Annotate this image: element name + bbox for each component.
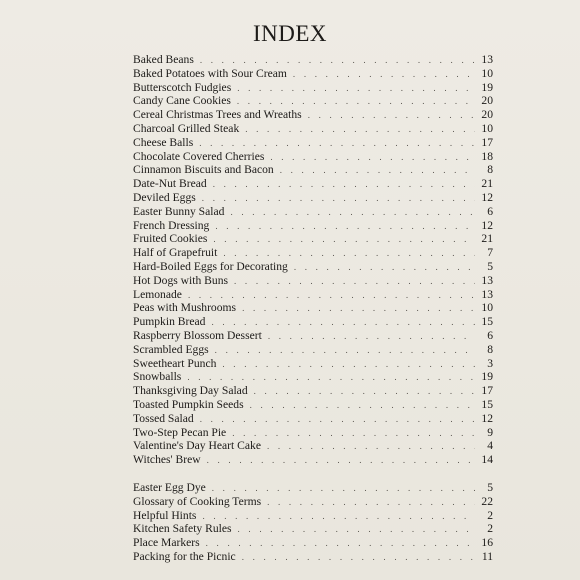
entry-name: Kitchen Safety Rules <box>133 522 232 536</box>
entry-page-number: 19 <box>481 80 493 94</box>
entry-page-number: 15 <box>481 315 493 329</box>
index-entry <box>133 177 493 191</box>
entry-page-number: 11 <box>481 549 493 563</box>
entry-page-number: 16 <box>481 536 493 550</box>
entry-page-number: 5 <box>487 481 493 494</box>
dot-leader <box>196 192 475 206</box>
entry-name: Deviled Eggs <box>133 190 196 204</box>
dot-leader <box>248 385 475 399</box>
index-entry <box>133 343 493 357</box>
entry-name: Cereal Christmas Trees and Wreaths <box>133 108 302 122</box>
dot-leader <box>194 413 475 427</box>
index-entry <box>133 246 493 260</box>
entry-name: Place Markers <box>133 536 200 550</box>
entry-page-number: 20 <box>481 108 493 122</box>
index-entry <box>133 495 493 509</box>
dot-leader <box>207 233 475 247</box>
dot-leader <box>244 399 475 413</box>
entry-page-number: 12 <box>481 190 493 204</box>
index-entry <box>133 108 493 122</box>
index-entry <box>133 370 493 384</box>
entry-name: Raspberry Blossom Dessert <box>133 328 262 342</box>
dot-leader <box>261 496 475 510</box>
index-entry <box>133 122 493 136</box>
dot-leader <box>216 358 475 372</box>
entry-name: Easter Bunny Salad <box>133 204 225 218</box>
dot-leader <box>236 302 475 316</box>
entry-name: Sweetheart Punch <box>133 356 217 370</box>
entry-name: Helpful Hints <box>133 508 197 522</box>
index-entry <box>133 94 493 108</box>
dot-leader <box>200 537 475 551</box>
entry-page-number: 17 <box>481 135 493 149</box>
entry-page-number: 4 <box>487 439 493 453</box>
entry-name: Peas with Mushrooms <box>133 301 237 315</box>
index-entry <box>133 398 493 412</box>
entry-name: Two-Step Pecan Pie <box>133 425 227 439</box>
entry-name: Valentine's Day Heart Cake <box>133 439 261 453</box>
entry-name: Witches' Brew <box>133 453 201 467</box>
entry-page-number: 12 <box>481 218 493 232</box>
dot-leader <box>287 68 475 82</box>
entry-page-number: 3 <box>487 356 493 370</box>
dot-leader <box>236 551 475 565</box>
entry-page-number: 9 <box>487 425 493 439</box>
entry-page-number: 17 <box>481 384 493 398</box>
entry-name: Snowballs <box>133 370 182 384</box>
index-entry <box>133 274 493 288</box>
index-entry <box>133 550 493 564</box>
index-entry <box>133 67 493 81</box>
dot-leader <box>182 289 475 303</box>
entry-name: Toasted Pumpkin Seeds <box>133 397 244 411</box>
entry-page-number: 13 <box>481 53 493 66</box>
entry-page-number: 2 <box>487 508 493 522</box>
entry-page-number: 21 <box>481 232 493 246</box>
dot-leader <box>181 371 475 385</box>
entry-name: Hot Dogs with Buns <box>133 273 229 287</box>
index-entry <box>133 509 493 523</box>
entry-page-number: 6 <box>487 204 493 218</box>
entry-page-number: 14 <box>481 453 493 467</box>
entry-page-number: 10 <box>481 301 493 315</box>
dot-leader <box>232 523 475 537</box>
dot-leader <box>224 206 475 220</box>
dot-leader <box>193 137 475 151</box>
entry-page-number: 18 <box>481 149 493 163</box>
index-entry <box>133 53 493 67</box>
entry-page-number: 19 <box>481 370 493 384</box>
dot-leader <box>288 261 475 275</box>
entry-page-number: 7 <box>487 246 493 260</box>
entry-page-number: 20 <box>481 94 493 108</box>
index-entry <box>133 260 493 274</box>
entry-page-number: 22 <box>481 494 493 508</box>
index-entry <box>133 205 493 219</box>
index-entry <box>133 81 493 95</box>
index-entry <box>133 522 493 536</box>
index-entry <box>133 301 493 315</box>
index-entry <box>133 536 493 550</box>
entry-page-number: 2 <box>487 522 493 536</box>
dot-leader <box>209 220 475 234</box>
extras-index-list <box>133 481 493 564</box>
entry-name: Scrambled Eggs <box>133 342 209 356</box>
dot-leader <box>209 344 475 358</box>
entry-name: Baked Potatoes with Sour Cream <box>133 66 287 80</box>
index-entry <box>133 191 493 205</box>
entry-name: Cheese Balls <box>133 135 194 149</box>
entry-name: Fruited Cookies <box>133 232 208 246</box>
entry-name: Candy Cane Cookies <box>133 94 231 108</box>
dot-leader <box>239 123 475 137</box>
index-entry <box>133 150 493 164</box>
index-entry <box>133 481 493 495</box>
entry-name: Half of Grapefruit <box>133 246 218 260</box>
entry-name: Thanksgiving Day Salad <box>133 384 248 398</box>
entry-name: Butterscotch Fudgies <box>133 80 232 94</box>
entry-page-number: 13 <box>481 273 493 287</box>
dot-leader <box>228 275 475 289</box>
index-entry <box>133 357 493 371</box>
entry-page-number: 10 <box>481 66 493 80</box>
dot-leader <box>194 54 475 68</box>
index-entry <box>133 315 493 329</box>
dot-leader <box>206 482 475 496</box>
entry-name: Chocolate Covered Cherries <box>133 149 265 163</box>
index-entry <box>133 136 493 150</box>
entry-name: Easter Egg Dye <box>133 481 206 494</box>
dot-leader <box>264 151 475 165</box>
entry-name: Baked Beans <box>133 53 194 66</box>
dot-leader <box>196 510 475 524</box>
index-entry <box>133 439 493 453</box>
entry-name: French Dressing <box>133 218 210 232</box>
dot-leader <box>201 454 475 468</box>
entry-name: Packing for the Picnic <box>133 549 236 563</box>
entry-name: Pumpkin Bread <box>133 315 206 329</box>
dot-leader <box>217 247 475 261</box>
entry-page-number: 21 <box>481 177 493 191</box>
page-title: INDEX <box>252 21 328 46</box>
entry-page-number: 12 <box>481 411 493 425</box>
dot-leader <box>261 440 475 454</box>
dot-leader <box>205 316 475 330</box>
entry-page-number: 5 <box>487 259 493 273</box>
index-entry <box>133 163 493 177</box>
index-entry <box>133 219 493 233</box>
index-entry <box>133 412 493 426</box>
entry-name: Tossed Salad <box>133 411 194 425</box>
index-entry <box>133 329 493 343</box>
recipe-index-list <box>133 53 493 467</box>
entry-name: Lemonade <box>133 287 182 301</box>
index-entry <box>133 453 493 467</box>
entry-name: Hard-Boiled Eggs for Decorating <box>133 259 288 273</box>
index-entry <box>133 426 493 440</box>
dot-leader <box>274 164 475 178</box>
entry-name: Glossary of Cooking Terms <box>133 494 262 508</box>
entry-name: Charcoal Grilled Steak <box>133 121 240 135</box>
dot-leader <box>207 178 475 192</box>
entry-page-number: 8 <box>487 342 493 356</box>
dot-leader <box>231 82 475 96</box>
dot-leader <box>226 427 475 441</box>
entry-name: Date-Nut Bread <box>133 177 207 191</box>
entry-name: Cinnamon Biscuits and Bacon <box>133 163 274 177</box>
entry-page-number: 10 <box>481 121 493 135</box>
entry-page-number: 15 <box>481 397 493 411</box>
dot-leader <box>302 109 475 123</box>
index-entry <box>133 288 493 302</box>
entry-page-number: 13 <box>481 287 493 301</box>
index-entry <box>133 232 493 246</box>
entry-page-number: 8 <box>487 163 493 177</box>
dot-leader <box>231 95 475 109</box>
index-entry <box>133 384 493 398</box>
entry-page-number: 6 <box>487 328 493 342</box>
dot-leader <box>262 330 475 344</box>
